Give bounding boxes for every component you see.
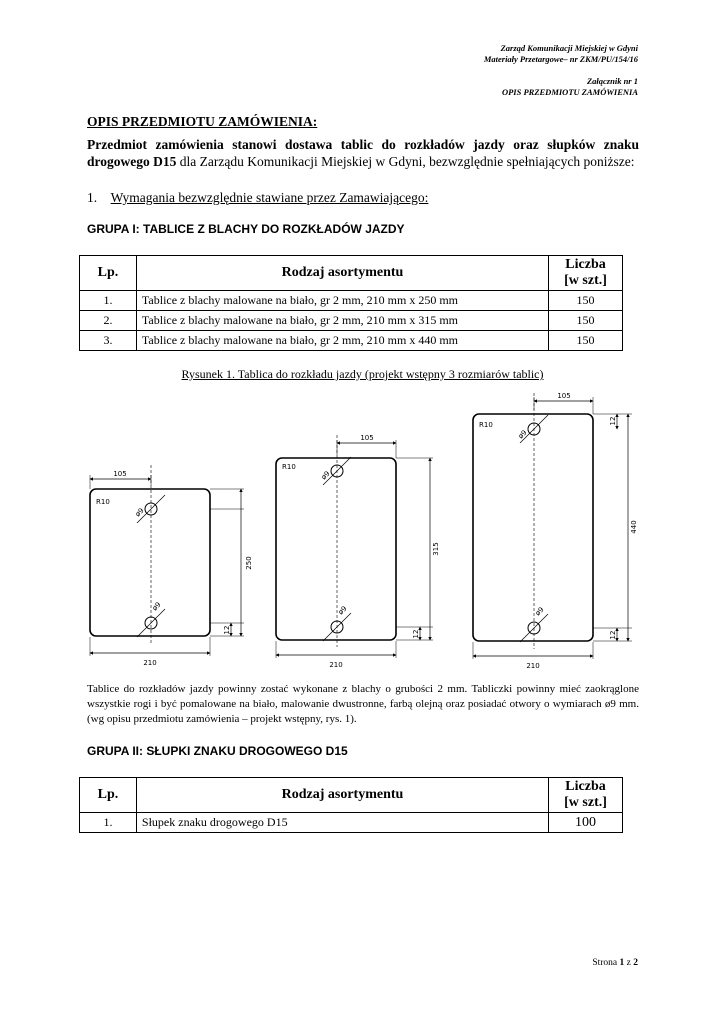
intro-rest: dla Zarządu Komunikacji Miejskiej w Gdyni, bezwzględnie spełniających poniższe: bbox=[176, 154, 635, 169]
cell-lp: 1. bbox=[80, 291, 137, 311]
cell-lp: 2. bbox=[80, 311, 137, 331]
plates-drawing bbox=[0, 385, 725, 675]
cell-name: Słupek znaku drogowego D15 bbox=[136, 813, 548, 833]
footer-page: 1 bbox=[619, 958, 625, 968]
plates-note: Tablice do rozkładów jazdy powinny zostać wykonane z blachy o grubości 2 mm. Tabliczki powinny mieć zaokrąglone wszystkie rogi i być pomalowane na biało, malowanie dwustronne, farbą olejną oraz posiadać otwory o wymiarach ø9 mm. (wg opisu przedmiotu zamówienia – projekt wstępny, rys. 1). bbox=[87, 683, 639, 725]
figure-caption: Rysunek 1. Tablica do rozkładu jazdy (projekt wstępny 3 rozmiarów tablic) bbox=[181, 367, 544, 381]
footer-prefix: Strona bbox=[592, 958, 620, 968]
page-footer bbox=[592, 958, 638, 968]
col-qty bbox=[549, 256, 623, 291]
intro-paragraph bbox=[87, 136, 639, 170]
label-hole: ø9 bbox=[516, 428, 529, 441]
attachment-number: Załącznik nr 1 bbox=[586, 76, 638, 86]
label-hole: ø9 bbox=[319, 469, 332, 482]
label-height: 440 bbox=[630, 520, 638, 534]
table-row bbox=[80, 291, 623, 311]
col-qty-unit: [w szt.] bbox=[564, 273, 607, 288]
col-lp: Lp. bbox=[80, 256, 137, 291]
col-qty bbox=[549, 778, 623, 813]
plate-outline bbox=[276, 458, 396, 640]
plate-outline bbox=[473, 414, 593, 641]
document-header bbox=[484, 43, 638, 65]
dimension-labels bbox=[96, 392, 638, 670]
table-header-row bbox=[80, 256, 623, 291]
cell-qty: 150 bbox=[549, 331, 623, 351]
table-row bbox=[80, 311, 623, 331]
intro-bold: Przedmiot zamówienia stanowi dostawa tablic do rozkładów jazdy oraz słupków znaku drogowego D15 bbox=[87, 137, 639, 169]
label-width: 210 bbox=[329, 661, 343, 669]
label-105: 105 bbox=[113, 470, 127, 478]
plate-outline bbox=[90, 489, 210, 636]
cell-qty: 150 bbox=[549, 291, 623, 311]
label-105: 105 bbox=[557, 392, 571, 400]
footer-mid: z bbox=[624, 958, 634, 968]
table-row bbox=[80, 813, 623, 833]
label-r10: R10 bbox=[282, 463, 296, 471]
attachment-title: OPIS PRZEDMIOTU ZAMÓWIENIA bbox=[501, 87, 638, 97]
col-qty-label: Liczba bbox=[565, 257, 606, 272]
label-edge: 12 bbox=[223, 625, 231, 635]
group2-title: GRUPA II: SŁUPKI ZNAKU DROGOWEGO D15 bbox=[87, 744, 348, 758]
cell-name: Tablice z blachy malowane na biało, gr 2 mm, 210 mm x 440 mm bbox=[136, 331, 548, 351]
cell-name: Tablice z blachy malowane na biało, gr 2 mm, 210 mm x 250 mm bbox=[136, 291, 548, 311]
header-ref: Materiały Przetargowe– nr ZKM/PU/154/16 bbox=[483, 54, 638, 64]
label-height: 315 bbox=[432, 542, 440, 556]
label-hole: ø9 bbox=[133, 506, 146, 519]
cell-name: Tablice z blachy malowane na biało, gr 2 mm, 210 mm x 315 mm bbox=[136, 311, 548, 331]
label-r10: R10 bbox=[479, 421, 493, 429]
cell-lp: 3. bbox=[80, 331, 137, 351]
plate-250 bbox=[90, 465, 244, 656]
attachment-header bbox=[502, 76, 638, 98]
label-hole: ø9 bbox=[533, 605, 546, 618]
requirement-number: 1. bbox=[87, 190, 98, 205]
group2-table bbox=[79, 777, 623, 833]
col-lp: Lp. bbox=[80, 778, 137, 813]
requirement-heading bbox=[87, 190, 428, 206]
footer-total: 2 bbox=[633, 958, 638, 968]
label-r10: R10 bbox=[96, 498, 110, 506]
group1-title: GRUPA I: TABLICE Z BLACHY DO ROZKŁADÓW JAZDY bbox=[87, 222, 405, 236]
label-hole: ø9 bbox=[150, 600, 163, 613]
header-org: Zarząd Komunikacji Miejskiej w Gdyni bbox=[500, 43, 638, 53]
cell-lp: 1. bbox=[80, 813, 137, 833]
label-height: 250 bbox=[245, 556, 253, 570]
cell-qty: 150 bbox=[549, 311, 623, 331]
label-105: 105 bbox=[360, 434, 374, 442]
col-name: Rodzaj asortymentu bbox=[136, 778, 548, 813]
plate-440 bbox=[473, 393, 632, 659]
cell-qty: 100 bbox=[549, 813, 623, 833]
label-edge: 12 bbox=[609, 416, 617, 426]
label-hole: ø9 bbox=[336, 604, 349, 617]
requirement-text: Wymagania bezwzględnie stawiane przez Zamawiającego: bbox=[110, 190, 429, 205]
col-qty-unit: [w szt.] bbox=[564, 795, 607, 810]
label-width: 210 bbox=[143, 659, 157, 667]
table-row bbox=[80, 331, 623, 351]
label-width: 210 bbox=[526, 662, 540, 670]
table-header-row bbox=[80, 778, 623, 813]
group1-table bbox=[79, 255, 623, 351]
page-title: OPIS PRZEDMIOTU ZAMÓWIENIA: bbox=[87, 114, 318, 129]
label-edge: 12 bbox=[609, 630, 617, 640]
plate-315 bbox=[276, 435, 433, 658]
col-name: Rodzaj asortymentu bbox=[136, 256, 548, 291]
label-edge: 12 bbox=[412, 629, 420, 639]
col-qty-label: Liczba bbox=[565, 779, 606, 794]
